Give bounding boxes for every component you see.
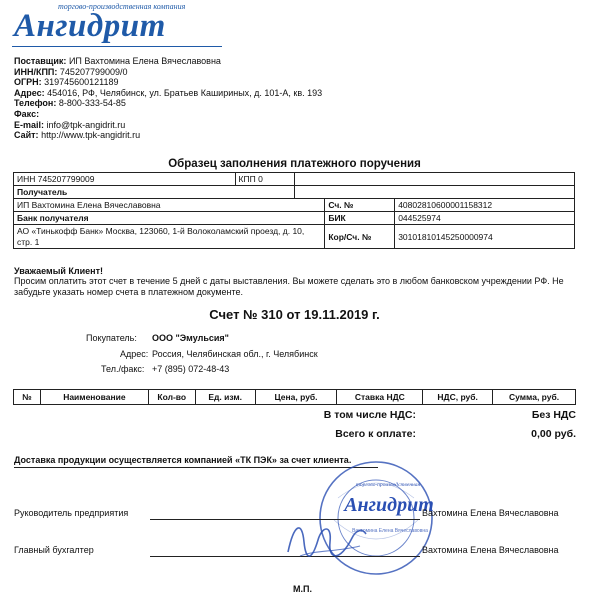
total-value: 0,00 руб.: [531, 428, 576, 440]
kpp-cell: КПП 0: [235, 173, 295, 186]
col-header: Кол-во: [148, 390, 195, 405]
payment-title: Образец заполнения платежного поручения: [168, 158, 421, 170]
logo-underline: [12, 46, 222, 47]
supplier-label: Поставщик:: [14, 56, 67, 66]
buyer-address-label: Адрес:: [120, 349, 149, 359]
buyer-phone-label: Тел./факс:: [101, 364, 145, 374]
recipient-label: Получатель: [14, 186, 295, 199]
table-header-row: [14, 390, 576, 405]
items-table: [13, 389, 576, 405]
table-row: [14, 199, 575, 212]
address-value: 454016, РФ, Челябинск, ул. Братьев Кашириных, д. 101-А, кв. 193: [47, 87, 323, 98]
supplier-value: ИП Вахтомина Елена Вячеславовна: [68, 56, 221, 66]
bank-value: АО «Тинькофф Банк» Москва, 123060, 1-й Волоколамский проезд, д. 10, стр. 1: [14, 225, 325, 249]
email-label: E-mail:: [14, 119, 45, 130]
bank-label: Банк получателя: [14, 212, 325, 225]
empty-cell: [295, 186, 575, 199]
fax-row: [14, 109, 322, 120]
address-row: [14, 88, 322, 99]
stamp-place-label: М.П.: [293, 584, 312, 594]
table-row: [14, 186, 575, 199]
account-value: 40802810600001158312: [395, 199, 575, 212]
logo-tagline: торгово-производственная компания: [58, 2, 186, 11]
director-name: Вахтомина Елена Вячеславовна: [422, 508, 559, 518]
col-header: №: [14, 390, 41, 405]
invoice-title: Счет № 310 от 19.11.2019 г.: [209, 307, 380, 322]
stamp-name: Ангидрит: [344, 494, 434, 516]
table-row: [14, 173, 575, 186]
director-role: Руководитель предприятия: [14, 508, 129, 518]
account-label: Сч. №: [325, 199, 395, 212]
payment-request: Просим оплатить этот счет в течение 5 дней с даты выставления. Вы можете сделать это в любом банковском учреждении РФ. Не забудьте указать номер счета в платежном документе.: [14, 276, 564, 297]
email-value[interactable]: info@tpk-angidrit.ru: [46, 119, 126, 130]
supplier-row: [14, 56, 322, 67]
col-header: Наименование: [40, 390, 148, 405]
ogrn-value: 319745600121189: [44, 77, 119, 88]
phone-value: 8-800-333-54-85: [58, 98, 126, 109]
col-header: Сумма, руб.: [493, 390, 576, 405]
phone-row: [14, 98, 322, 109]
buyer-value: ООО "Эмульсия": [152, 333, 229, 343]
fax-label: Факс:: [14, 108, 40, 119]
greeting: Уважаемый Клиент!: [14, 266, 104, 276]
ogrn-label: ОГРН:: [14, 77, 42, 88]
corr-value: 30101810145250000974: [395, 225, 575, 249]
empty-cell: [295, 173, 575, 186]
phone-label: Телефон:: [14, 98, 57, 109]
table-row: [14, 212, 575, 225]
col-header: Ставка НДС: [337, 390, 423, 405]
stamp-outer-text: торгово-производственная: [355, 482, 421, 488]
inn-label: ИНН/КПП:: [14, 66, 58, 77]
recipient-value: ИП Вахтомина Елена Вячеславовна: [14, 199, 325, 212]
supplier-info: [14, 56, 322, 141]
site-value[interactable]: http://www.tpk-angidrit.ru: [41, 130, 141, 141]
vat-value: Без НДС: [531, 409, 576, 421]
col-header: Ед. изм.: [195, 390, 255, 405]
col-header: НДС, руб.: [423, 390, 493, 405]
buyer-label: Покупатель:: [86, 333, 137, 343]
vat-label: В том числе НДС:: [323, 409, 416, 421]
logo-name: Ангидрит: [14, 8, 166, 44]
inn-cell: ИНН 745207799009: [14, 173, 236, 186]
site-row: [14, 130, 322, 141]
delivery-note: Доставка продукции осуществляется компанией «ТК ПЭК» за счет клиента.: [14, 455, 352, 465]
bik-value: 044525974: [395, 212, 575, 225]
bik-label: БИК: [325, 212, 395, 225]
corr-label: Кор/Сч. №: [325, 225, 395, 249]
col-header: Цена, руб.: [255, 390, 337, 405]
stamp-owner: Вахтомина Елена Вячеславовна: [352, 528, 428, 534]
address-label: Адрес:: [14, 87, 45, 98]
email-row: [14, 120, 322, 131]
payment-table: [13, 172, 575, 249]
total-label: Всего к оплате:: [335, 428, 416, 440]
handwritten-signature: [280, 512, 370, 572]
table-row: [14, 225, 575, 249]
buyer-address-value: Россия, Челябинская обл., г. Челябинск: [152, 349, 318, 359]
accountant-name: Вахтомина Елена Вячеславовна: [422, 545, 559, 555]
buyer-phone-value: +7 (895) 072-48-43: [152, 364, 230, 374]
inn-value: 745207799009/0: [59, 66, 128, 77]
ogrn-row: [14, 77, 322, 88]
site-label: Сайт:: [14, 130, 39, 141]
inn-row: [14, 67, 322, 78]
accountant-role: Главный бухгалтер: [14, 545, 94, 555]
